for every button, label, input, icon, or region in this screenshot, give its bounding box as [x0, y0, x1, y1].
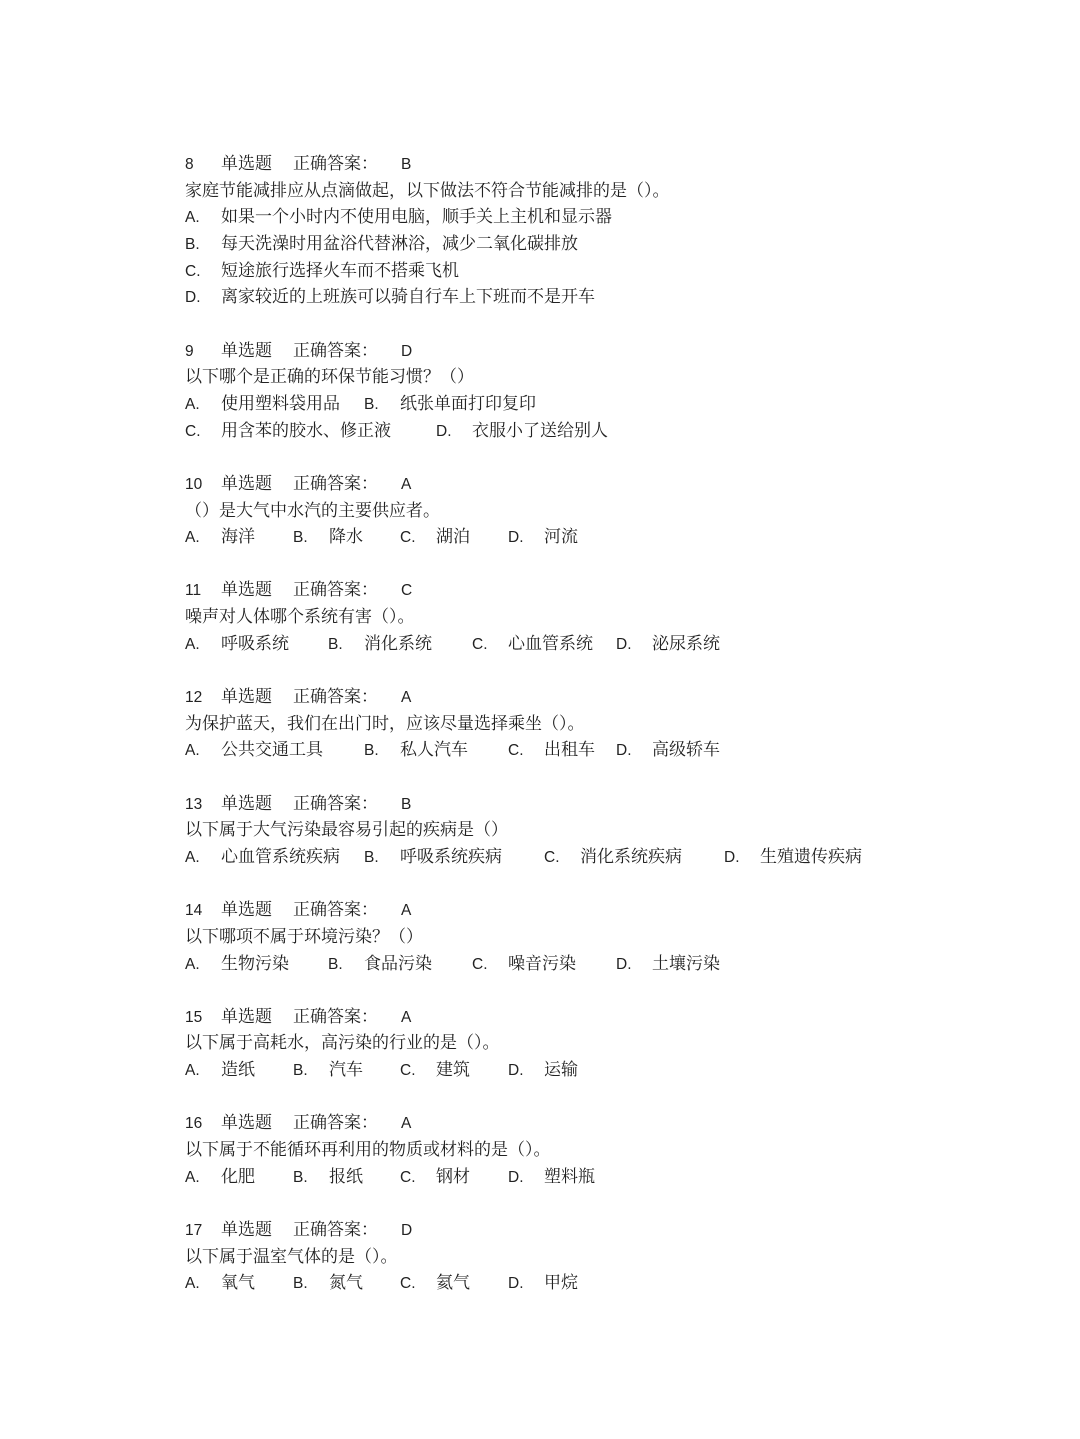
option-a [185, 737, 323, 765]
option-c [185, 418, 391, 446]
option-letter: C. [544, 848, 560, 866]
options-row [185, 844, 1045, 871]
option-text: 心血管系统 [508, 633, 593, 654]
option-text: 氮气 [329, 1273, 363, 1294]
option-d [508, 524, 578, 552]
option-text: 河流 [544, 527, 578, 548]
option-d [616, 737, 720, 765]
question-number: 14 [185, 902, 203, 920]
option-c [400, 1164, 470, 1192]
option-letter: B. [364, 396, 379, 413]
option-letter: C. [400, 1168, 416, 1186]
option-text: 海洋 [221, 527, 255, 548]
option-letter: A. [185, 955, 200, 973]
option-letter: D. [508, 1062, 524, 1080]
question-stem: 以下属于大气污染最容易引起的疾病是（） [185, 820, 508, 841]
question-type: 单选题 [221, 1219, 272, 1240]
option-letter: B. [293, 1168, 308, 1186]
options-row [185, 1270, 1045, 1297]
answer-label: 正确答案： [293, 340, 378, 361]
answer-label: 正确答案： [293, 1219, 378, 1240]
question-stem: 以下属于高耗水，高污染的行业的是（）。 [185, 1033, 500, 1054]
option-text: 汽车 [329, 1060, 363, 1081]
correct-answer: D [401, 1221, 413, 1239]
option-text: 用含苯的胶水、修正液 [221, 420, 391, 441]
question-8 [185, 151, 1045, 311]
option-b [293, 1164, 363, 1192]
option-text: 每天洗澡时用盆浴代替淋浴，减少二氧化碳排放 [221, 234, 578, 255]
option-text: 甲烷 [544, 1273, 578, 1294]
correct-answer: B [401, 156, 412, 173]
question-number: 16 [185, 1115, 203, 1133]
option-letter: B. [293, 1062, 308, 1080]
option-b [364, 391, 536, 419]
option-text: 造纸 [221, 1060, 255, 1081]
question-stem: 为保护蓝天，我们在出门时，应该尽量选择乘坐（）。 [185, 713, 585, 734]
question-header [185, 684, 1045, 711]
option-d [508, 1270, 578, 1298]
option-text: 私人汽车 [400, 740, 468, 761]
option-text: 高级轿车 [652, 740, 720, 761]
options-row [185, 524, 1045, 551]
option-b [328, 951, 432, 979]
answer-label: 正确答案： [293, 580, 378, 601]
option-letter: D. [508, 1275, 524, 1293]
question-header [185, 577, 1045, 604]
answer-label: 正确答案： [293, 793, 378, 814]
option-text: 心血管系统疾病 [221, 846, 340, 867]
option-text: 公共交通工具 [221, 740, 323, 761]
question-16 [185, 1110, 1045, 1190]
option-a [185, 951, 289, 979]
option-text: 报纸 [329, 1166, 363, 1187]
question-11 [185, 577, 1045, 657]
option-letter: A. [185, 529, 200, 547]
option-letter: B. [293, 529, 308, 547]
answer-label: 正确答案： [293, 900, 378, 921]
option-a [185, 1270, 255, 1298]
option-text: 土壤污染 [652, 953, 720, 974]
option-a [185, 1164, 255, 1192]
question-stem: 以下属于温室气体的是（）。 [185, 1246, 398, 1267]
option-letter: C. [472, 955, 488, 973]
option-letter: B. [364, 848, 379, 866]
question-type: 单选题 [221, 580, 272, 601]
option-text: 纸张单面打印复印 [400, 394, 536, 414]
option-letter: A. [185, 742, 200, 760]
option-letter: C. [185, 262, 201, 280]
question-type: 单选题 [221, 1006, 272, 1027]
correct-answer: D [401, 342, 413, 360]
option-b [293, 1057, 363, 1085]
question-9 [185, 338, 1045, 445]
option-b [364, 737, 468, 765]
option-a [185, 631, 289, 659]
correct-answer: A [401, 1008, 412, 1026]
option-c [400, 1270, 470, 1298]
option-text: 使用塑料袋用品 [221, 394, 340, 414]
option-letter: B. [328, 955, 343, 973]
option-letter: D. [508, 1168, 524, 1186]
option-letter: A. [185, 635, 200, 653]
option-letter: D. [616, 742, 632, 760]
option-letter: B. [293, 1275, 308, 1293]
option-text: 塑料瓶 [544, 1166, 595, 1187]
option-b [364, 844, 502, 872]
option-letter: C. [508, 742, 524, 760]
question-number: 9 [185, 342, 194, 360]
question-header [185, 338, 1045, 365]
question-header [185, 791, 1045, 818]
question-stem: 以下哪项不属于环境污染？（） [185, 926, 423, 947]
option-letter: A. [185, 396, 200, 413]
options-row [185, 951, 1045, 978]
option-d [616, 951, 720, 979]
option-c [508, 737, 595, 765]
question-header [185, 897, 1045, 924]
option-letter: B. [185, 236, 200, 254]
question-type: 单选题 [221, 154, 272, 174]
option-text: 生物污染 [221, 953, 289, 974]
question-number: 12 [185, 689, 203, 706]
question-type: 单选题 [221, 900, 272, 921]
question-header [185, 151, 1045, 178]
option-letter: D. [436, 422, 452, 440]
option-a [185, 391, 340, 419]
question-13 [185, 791, 1045, 871]
options-row [185, 1057, 1045, 1084]
option-b [185, 231, 1045, 258]
option-text: 衣服小了送给别人 [472, 420, 608, 441]
option-letter: D. [185, 289, 201, 307]
option-letter: B. [364, 742, 379, 760]
option-d [185, 284, 1045, 311]
options-row [185, 631, 1045, 658]
question-stem: 以下哪个是正确的环保节能习惯？（） [185, 367, 474, 388]
option-text: 食品污染 [364, 953, 432, 974]
question-14 [185, 897, 1045, 977]
option-c [400, 524, 470, 552]
option-letter: D. [616, 955, 632, 973]
option-letter: D. [616, 635, 632, 653]
option-text: 短途旅行选择火车而不搭乘飞机 [221, 260, 459, 281]
question-stem: 以下属于不能循环再利用的物质或材料的是（）。 [185, 1139, 551, 1160]
option-c [400, 1057, 470, 1085]
option-text: 钢材 [436, 1166, 470, 1187]
option-text: 运输 [544, 1060, 578, 1081]
answer-label: 正确答案： [293, 154, 378, 174]
option-letter: C. [472, 635, 488, 653]
option-letter: C. [400, 1275, 416, 1293]
option-text: 呼吸系统 [221, 633, 289, 654]
option-c [472, 951, 576, 979]
answer-label: 正确答案： [293, 1006, 378, 1027]
option-c [185, 258, 1045, 285]
correct-answer: A [401, 902, 412, 920]
option-b [293, 524, 363, 552]
question-17 [185, 1217, 1045, 1297]
question-number: 13 [185, 795, 203, 813]
option-letter: A. [185, 848, 200, 866]
question-sheet [185, 151, 1045, 1323]
option-letter: C. [400, 1062, 416, 1080]
option-d [508, 1057, 578, 1085]
options-row [185, 737, 1045, 764]
correct-answer: A [401, 689, 412, 706]
option-text: 如果一个小时内不使用电脑，顺手关上主机和显示器 [221, 207, 612, 228]
question-15 [185, 1004, 1045, 1084]
question-number: 17 [185, 1221, 203, 1239]
options-row [185, 1164, 1045, 1191]
option-text: 离家较近的上班族可以骑自行车上下班而不是开车 [221, 287, 595, 308]
option-text: 呼吸系统疾病 [400, 846, 502, 867]
question-number: 10 [185, 475, 203, 493]
correct-answer: A [401, 1115, 412, 1133]
option-text: 湖泊 [436, 527, 470, 548]
correct-answer: B [401, 795, 412, 813]
option-a [185, 524, 255, 552]
question-type: 单选题 [221, 793, 272, 814]
options-row [185, 418, 1045, 445]
question-type: 单选题 [221, 340, 272, 361]
option-letter: C. [185, 422, 201, 440]
option-d [724, 844, 862, 872]
question-10 [185, 471, 1045, 551]
question-type: 单选题 [221, 1113, 272, 1134]
option-text: 化肥 [221, 1166, 255, 1187]
question-number: 15 [185, 1008, 203, 1026]
question-type: 单选题 [221, 473, 272, 494]
option-letter: A. [185, 1168, 200, 1186]
answer-label: 正确答案： [293, 1113, 378, 1134]
option-letter: D. [508, 529, 524, 547]
option-b [293, 1270, 363, 1298]
option-text: 氦气 [436, 1273, 470, 1294]
option-text: 消化系统 [364, 633, 432, 654]
option-text: 消化系统疾病 [580, 846, 682, 867]
question-number: 11 [185, 582, 202, 600]
question-stem: （）是大气中水汽的主要供应者。 [185, 500, 440, 521]
option-text: 噪音污染 [508, 953, 576, 974]
option-c [544, 844, 682, 872]
option-c [472, 631, 593, 659]
question-number: 8 [185, 156, 194, 173]
option-text: 建筑 [436, 1060, 470, 1081]
option-a [185, 204, 1045, 231]
question-header [185, 1004, 1045, 1031]
option-letter: A. [185, 1062, 200, 1080]
option-b [328, 631, 432, 659]
option-a [185, 844, 340, 872]
correct-answer: C [401, 582, 413, 600]
question-type: 单选题 [221, 687, 272, 707]
option-letter: A. [185, 209, 200, 227]
option-d [436, 418, 608, 446]
answer-label: 正确答案： [293, 687, 378, 707]
answer-label: 正确答案： [293, 473, 378, 494]
option-text: 出租车 [544, 740, 595, 761]
question-stem: 噪声对人体哪个系统有害（）。 [185, 607, 415, 628]
question-12 [185, 684, 1045, 764]
question-header [185, 1110, 1045, 1137]
option-a [185, 1057, 255, 1085]
option-letter: A. [185, 1275, 200, 1293]
option-d [616, 631, 720, 659]
option-text: 泌尿系统 [652, 633, 720, 654]
question-header [185, 471, 1045, 498]
correct-answer: A [401, 475, 412, 493]
option-letter: C. [400, 529, 416, 547]
option-text: 降水 [329, 527, 363, 548]
option-letter: B. [328, 635, 343, 653]
option-letter: D. [724, 848, 740, 866]
option-text: 氧气 [221, 1273, 255, 1294]
option-d [508, 1164, 595, 1192]
question-header [185, 1217, 1045, 1244]
options-row [185, 391, 1045, 418]
option-text: 生殖遗传疾病 [760, 846, 862, 867]
question-stem: 家庭节能减排应从点滴做起，以下做法不符合节能减排的是（）。 [185, 180, 670, 201]
